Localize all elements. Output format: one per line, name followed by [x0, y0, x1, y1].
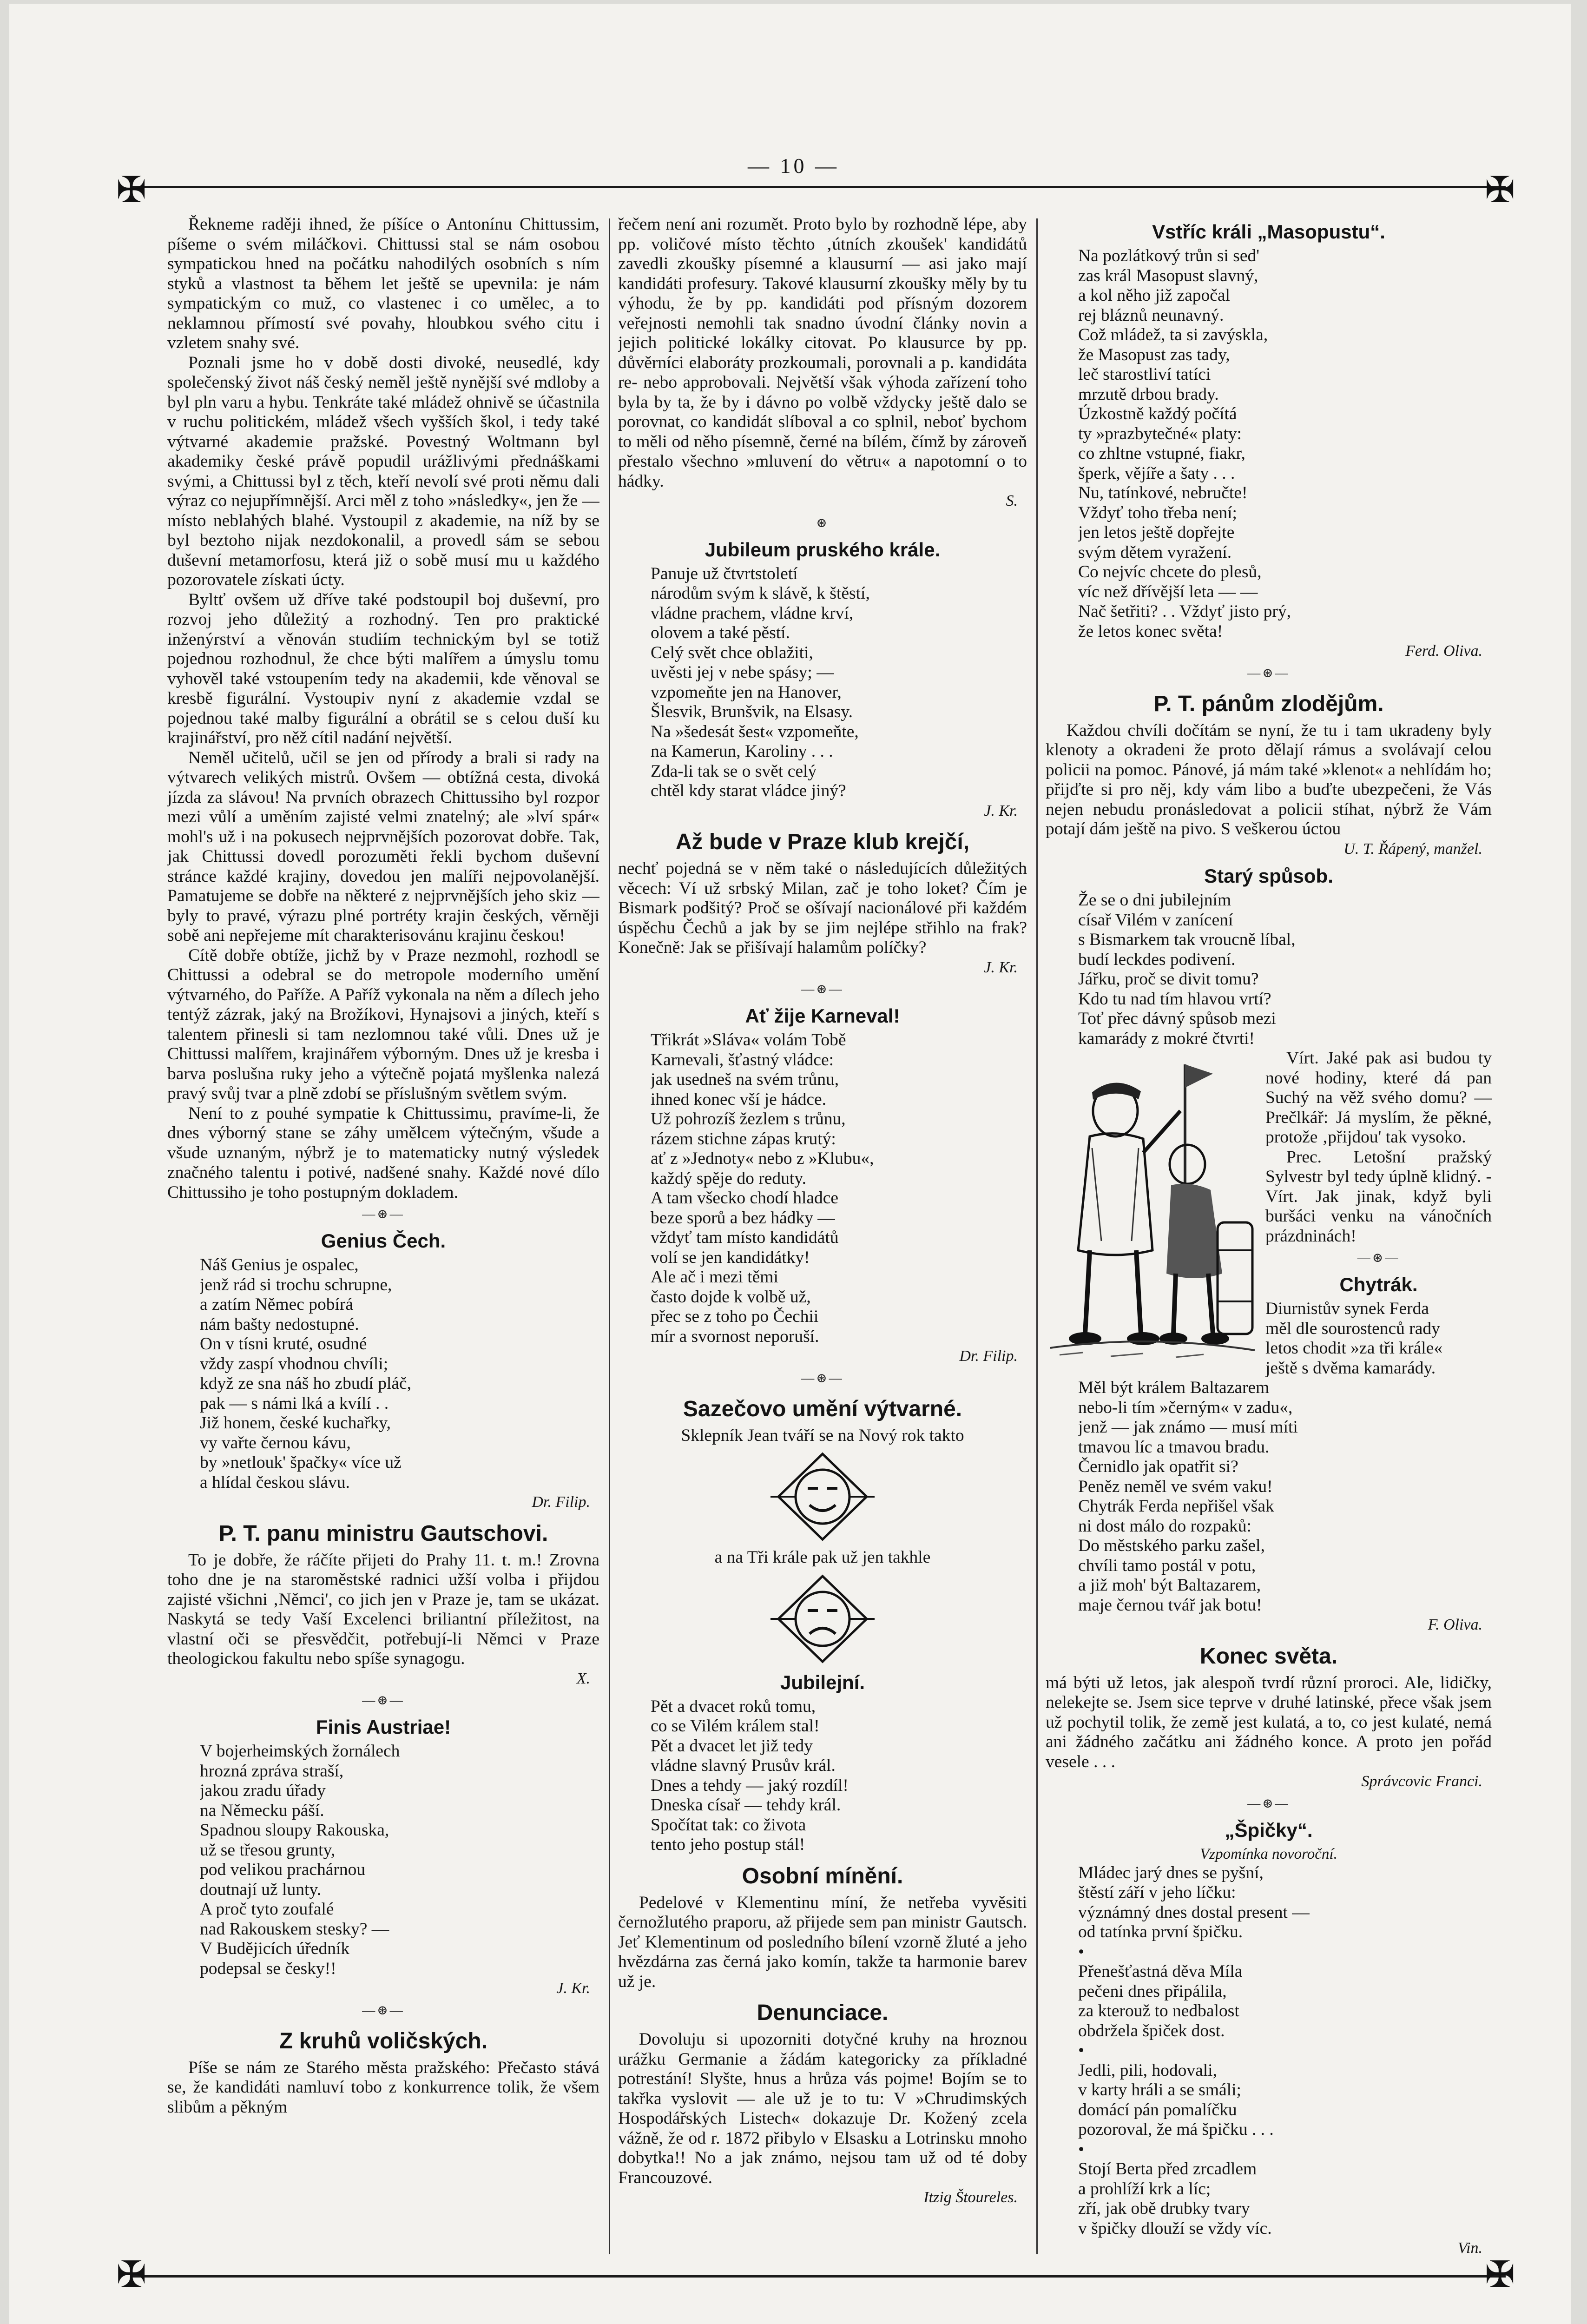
- poem-line: Spočítat tak: co života: [651, 1815, 806, 1835]
- poem-line: jen letos ještě dopřejte: [1078, 523, 1235, 542]
- corner-ornament-icon: ✠: [116, 170, 147, 210]
- poem-line: zří, jak obě drubky tvary: [1078, 2199, 1250, 2218]
- poem-line: Již honem, české kuchařky,: [200, 1413, 391, 1433]
- signature: U. T. Řápený, manžel.: [1343, 840, 1482, 858]
- poem-line: beze sporů a bez hádky —: [651, 1208, 835, 1228]
- poem-line: doutnají už lunty.: [200, 1880, 322, 1899]
- signature: S.: [1006, 492, 1018, 509]
- poem-subtitle: Vzpomínka novoroční.: [1200, 1845, 1337, 1862]
- signature: J. Kr.: [556, 1980, 590, 1997]
- article-title: Konec světa.: [1199, 1644, 1338, 1669]
- article-paragraph: Píše se nám ze Starého města pražského: Přečasto stává se, že kandidáti namluví tobo z konkurrence tolik, že všem slibům a pěkným: [167, 2058, 599, 2117]
- poem-line: tmavou líc a tmavou bradu.: [1078, 1437, 1270, 1457]
- poem-line: pečeni dnes připálila,: [1078, 1981, 1227, 2001]
- poem-line: vládne prachem, vládne krví,: [651, 603, 854, 623]
- article-paragraph: Neměl učitelů, učil se jen od přírody a brali si rady na výtvarech velikých mistrů. Ovšem — obtížná cesta, divoká jízda za slávou! Na prvních obrazech Chittussiho byl rozpor mezi vůlí a uměním zajisté velmi znatelný; ale »lví spár« mohl's už i na pokusech nejprvnějších pozorovat dobře. Tak, jak Chittussi dovedl porozuměti řekli bychom duševní stránce každé krajiny, dovedou jen malíři nejpovolanější. Pamatujeme se dobře na některé z nejprvnějších jeho skiz — byly to pravé, výrazu plné portréty krajin českých, věrněji sobě ani nepřejeme mít charakterisovánu krajinu českou!: [167, 748, 599, 945]
- poem-line: vždyť tam místo kandidátů: [651, 1228, 839, 1247]
- poem-line: Už pohrozíš žezlem s trůnu,: [651, 1109, 846, 1129]
- poem-line: Do městského parku zašel,: [1078, 1536, 1265, 1555]
- column-divider: [1036, 218, 1038, 2254]
- poem-line: Celý svět chce oblažiti,: [651, 643, 813, 662]
- poem-line: vy vařte černou kávu,: [200, 1433, 351, 1452]
- article-paragraph: To je dobře, že ráčíte přijeti do Prahy 11. t. m.! Zrovna toho dne je na staroměstské radnici užší volba i přijdou zajisté všichni ‚Němci', co jich jen v Praze je, tam se ukázat. Naskytá se tedy Vaší Excelenci briliantní příležitost, na vlastní oči se přesvědčit, potřebují-li Němci v Praze theologickou fakultu nebo spíše synagogu.: [167, 1550, 599, 1668]
- article-title: Denunciace.: [757, 2000, 889, 2025]
- poem-line: ni dost málo do rozpaků:: [1078, 1516, 1251, 1536]
- poem-line: jenž — jak známo — musí míti: [1078, 1418, 1298, 1437]
- poem-line: mír a svornost neporuší.: [651, 1327, 819, 1346]
- poem-line: nám bašty nedostupné.: [200, 1314, 359, 1334]
- stanza-bullet: •: [1078, 2139, 1085, 2159]
- poem-line: rej bláznů neunavný.: [1078, 305, 1224, 325]
- poem-line: co zhltne vstupné, fiakr,: [1078, 444, 1245, 463]
- poem-line: Třikrát »Sláva« volám Tobě: [651, 1030, 846, 1050]
- poem-line: zas král Masopust slavný,: [1078, 266, 1258, 285]
- poem-line: Diurnistův synek Ferda: [1265, 1299, 1429, 1318]
- poem-line: přec se z toho po Čechii: [651, 1307, 819, 1326]
- poem-line: uvěsti jej v nebe spásy; —: [651, 663, 834, 682]
- article-title: Až bude v Praze klub krejčí,: [675, 830, 970, 854]
- poem: [618, 564, 1027, 801]
- poem-line: štěstí září v jeho líčku:: [1078, 1883, 1236, 1902]
- poem-line: Kdo tu nad tím hlavou vrtí?: [1078, 989, 1271, 1009]
- separator-ornament-icon: —⊛—: [362, 2003, 405, 2018]
- column-1: [167, 215, 599, 2260]
- poem-line: Na »šedesát šest« vzpomeňte,: [651, 722, 859, 741]
- poem-line: a kol něho již započal: [1078, 286, 1230, 305]
- poem-title: Jubileum pruského krále.: [705, 538, 941, 561]
- cartoon-illustration: [1046, 1055, 1257, 1367]
- poem-line: ještě s dvěma kamarády.: [1265, 1358, 1436, 1378]
- poem: [618, 1697, 1027, 1855]
- poem-line: Pět a dvacet let již tedy: [651, 1736, 813, 1756]
- corner-ornament-icon: ✠: [1485, 2254, 1515, 2295]
- signature: Dr. Filip.: [959, 1347, 1018, 1365]
- column-2: [618, 215, 1027, 2260]
- poem-line: pak — s námi lká a kvílí . .: [200, 1393, 389, 1413]
- poem-line: A proč tyto zoufalé: [200, 1900, 334, 1919]
- poem-line: tento jeho postup stál!: [651, 1835, 805, 1854]
- signature: J. Kr.: [984, 802, 1018, 819]
- poem-line: význámný dnes dostal present —: [1078, 1902, 1310, 1922]
- poem-line: šperk, vějíře a šaty . . .: [1078, 463, 1235, 483]
- typographic-sad-face-icon: [767, 1572, 878, 1665]
- article-title: P. T. panu ministru Gautschovi.: [218, 1521, 548, 1546]
- poem-line: Vždyť toho třeba není;: [1078, 503, 1237, 522]
- article-paragraph: Pedelové v Klementinu míní, že netřeba vyvěsiti černožlutého praporu, až přijede sem pan ministr Gautsch. Jeť Klementinum od posledního bílení vzorně žluté a jeho hvězdárna zas černá jako komín, takže ta harmonie barev už je.: [618, 1893, 1027, 1991]
- poem-line: s Bismarkem tak vroucně líbal,: [1078, 930, 1296, 949]
- poem-line: olovem a také pěstí.: [651, 623, 790, 642]
- poem-line: volí se jen kandidátky!: [651, 1248, 810, 1267]
- separator-ornament-icon: —⊛—: [1247, 1796, 1290, 1811]
- article-title: P. T. pánům zlodějům.: [1153, 691, 1384, 716]
- separator-ornament-icon: —⊛—: [801, 1371, 844, 1386]
- poem-line: Chytrák Ferda nepřišel však: [1078, 1497, 1274, 1516]
- poem-line: svým dětem vyražení.: [1078, 542, 1232, 562]
- signature: X.: [576, 1670, 590, 1687]
- poem-line: letos chodit »za tři krále«: [1265, 1339, 1443, 1358]
- poem-line: Nu, tatínkové, nebručte!: [1078, 483, 1248, 502]
- poem-line: Spadnou sloupy Rakouska,: [200, 1821, 389, 1840]
- signature: Správcovic Franci.: [1361, 1773, 1482, 1790]
- poem-line: rázem stichne zápas krutý:: [651, 1129, 836, 1149]
- poem-line: mrzutě drbou brady.: [1078, 384, 1219, 404]
- article-paragraph: Cítě dobře obtíže, jichž by v Praze nezmohl, rozhodl se Chittussi a odebral se do metropole moderního umění výtvarného, do Paříže. A Paříž vykonala na něm a dílech jeho tentýž zázrak, jaký na Brožíkovi, Hynajsovi a jiných, kteří s talentem přinesli si tam nezlomnou také vůli. Dnes už je Chittussi malířem, krajinářem výborným. Dnes už je kresba i barva poslušna ruky jeho a výtečně pojatá myšlenka nalezá pravý svůj tvar a plně zdobí se příslušným světlem svým.: [167, 945, 599, 1103]
- poem: [167, 1255, 599, 1492]
- stanza-bullet: •: [1078, 1942, 1085, 1961]
- poem-line: Toť přec dávný spůsob mezi: [1078, 1009, 1276, 1028]
- poem-line: Zda-li tak se o svět celý: [651, 761, 817, 781]
- article-paragraph: řečem není ani rozumět. Proto bylo by rozhodně lépe, aby pp. voličové místo těchto ‚útních zkoušek' kandidátů zavedli zkoušky písemné a klausurní — asi jako mají kandidáti profesury. Takové klausurní zkoušky měly by tu výhodu, že by pp. kandidáti pod přísným dozorem veřejnosti nemohli tak snadno úvodní články novin a jejich politické lokálky citovat. Po klausurce by pp. důvěrníci elaboráty prozkoumali, porovnali a p. kandidáta re- nebo approbovali. Největší však výhoda zařízení toho byla by ta, že by i dávno po volbě vždycky ještě dalo se porovnat, co kandidát slíboval a co splnil, neboť bychom to měli od něho písemně, černé na bílém, čímž by zároveň přestalo všechno »mluvení do větru« a napotomní o to hádky.: [618, 215, 1027, 491]
- poem-line: nebo-li tím »černým« v zadu«,: [1078, 1398, 1293, 1417]
- poem-line: Jedli, pili, hodovali,: [1078, 2060, 1217, 2080]
- signature: F. Oliva.: [1428, 1616, 1482, 1633]
- poem-line: Což mládež, ta si zavýskla,: [1078, 325, 1268, 344]
- stanza-bullet: •: [1078, 2041, 1085, 2060]
- poem-line: za kterouž to nedbalost: [1078, 2001, 1239, 2020]
- column-divider: [609, 218, 610, 2254]
- poem-line: Ale ač i mezi těmi: [651, 1268, 778, 1287]
- poem-line: vládne slavný Prusův král.: [651, 1756, 836, 1775]
- poem-line: domácí pán pomalíčku: [1078, 2100, 1237, 2119]
- poem-line: a již moh' být Baltazarem,: [1078, 1576, 1261, 1595]
- poem-line: na Německu páší.: [200, 1801, 324, 1820]
- poem-line: A tam všecko chodí hladce: [651, 1188, 839, 1208]
- article-paragraph: Vírt. Jaké pak asi budou ty nové hodiny, které dá pan Suchý na věž svého domu? — Prečlkář: Já myslím, že pěkné, protože ‚přijdou' tak vysoko.: [1265, 1049, 1492, 1147]
- poem-title: Ať žije Karneval!: [745, 1005, 900, 1027]
- article-paragraph: Byltť ovšem už dříve také podstoupil boj duševní, pro rozvoj jeho důležitý a rozhodný. Ten pro praktické inženýrství a věnován studiím technickým byl se totiž pojednou rozhodnul, že chce býti malířem a úmyslu tomu vyhověl také vstoupením tedy na akademii, kde věnoval se kresbě figurální. Vystoupiv nyní z akademie vzdal se pojednou také malby figurální a obrátil se s celou duší ku krajinářství, pro něž cítil nadání největší.: [167, 590, 599, 747]
- typographic-smiling-face-icon: [767, 1450, 878, 1543]
- text-line: Sklepník Jean tváří se na Nový rok takto: [681, 1426, 964, 1445]
- poem-line: Na pozlátkový trůn si sed': [1078, 246, 1260, 265]
- article-title: Z kruhů voličských.: [279, 2028, 488, 2053]
- poem: [1046, 1863, 1492, 2239]
- signature: J. Kr.: [984, 958, 1018, 976]
- signature: Ferd. Oliva.: [1405, 642, 1482, 660]
- poem-line: a zatím Němec pobírá: [200, 1295, 354, 1314]
- poem-title: „Špičky“.: [1225, 1819, 1313, 1841]
- poem-line: chvíli tamo postál v potu,: [1078, 1556, 1256, 1575]
- poem-line: v karty hráli a se smáli;: [1078, 2080, 1241, 2100]
- poem-line: Že se o dni jubilejním: [1078, 891, 1231, 910]
- poem-line: v špičky dlouží se vždy víc.: [1078, 2218, 1272, 2238]
- poem-line: by »netlouk' špačky« více už: [200, 1453, 402, 1472]
- poem-line: Měl být králem Baltazarem: [1078, 1378, 1270, 1397]
- poem-line: Přenešťastná děva Míla: [1078, 1962, 1243, 1981]
- article-paragraph: Řekneme raději ihned, že píšíce o Antonínu Chittussim, píšeme o svém miláčkovi. Chittussi stal se nám osobou sympatickou hned na počátku nahodilých osobních s ním styků a vlastnost ta během let ještě se upevnila: je nám sympatickým co muž, co vlastenec i co umělec, a to neklamnou přímostí své povahy, hloubkou svého citu i vzletem snahy své.: [167, 215, 599, 352]
- poem-title: Genius Čech.: [321, 1230, 446, 1252]
- separator-ornament-icon: —⊛—: [362, 1207, 405, 1221]
- poem: [167, 1742, 599, 1979]
- poem-line: Co nejvíc chcete do plesů,: [1078, 562, 1262, 581]
- separator-ornament-icon: —⊛—: [801, 982, 844, 997]
- article-title: Sazečovo umění výtvarné.: [683, 1396, 962, 1421]
- poem-line: ať z »Jednoty« nebo z »Klubu«,: [651, 1149, 874, 1168]
- page-number: — 10 —: [748, 154, 839, 178]
- poem-line: když ze sna náš ho zbudí pláč,: [200, 1374, 412, 1393]
- column-3: [1046, 215, 1492, 2260]
- poem-title: Starý spůsob.: [1204, 865, 1333, 887]
- separator-ornament-icon: —⊛—: [1357, 1251, 1400, 1265]
- text-line: a na Tři krále pak už jen takhle: [714, 1548, 931, 1567]
- corner-ornament-icon: ✠: [116, 2254, 147, 2295]
- poem-line: hrozná zpráva straší,: [200, 1761, 344, 1781]
- poem: [1046, 246, 1492, 641]
- poem-title: Vstříc králi „Masopustu“.: [1152, 221, 1385, 243]
- poem-line: často dojde k volbě už,: [651, 1287, 811, 1307]
- poem-line: od tatínka první špičku.: [1078, 1922, 1243, 1941]
- poem-line: ty »prazbytečné« platy:: [1078, 424, 1242, 443]
- poem-line: vzpomeňte jen na Hanover,: [651, 682, 842, 702]
- poem-line: pozoroval, že má špičku . . .: [1078, 2120, 1274, 2139]
- article-paragraph: Každou chvíli dočítám se nyní, že tu i tam ukradeny byly klenoty a okradeni že proto dělají rámus a svolávají celou policii na pomoc. Pánové, já mám také »klenot« a nehlídám ho; přijďte si pro něj, kdy vám libo a buďte ubezpečeni, že Vás nejen nebudu pronásledovat a policii stíhat, nýbrž že Vám potají dám ještě na pivo. S veškerou úctou: [1046, 720, 1492, 838]
- poem-line: a prohlíží krk a líc;: [1078, 2179, 1211, 2199]
- poem-title: Jubilejní.: [780, 1671, 865, 1693]
- poem-line: každý spěje do reduty.: [651, 1169, 806, 1188]
- article-paragraph: nechť pojedná se v něm také o následujících důležitých věcech: Ví už srbský Milan, zač je toho loket? Čím je Bismark podšitý? Proč se ošívají nacionálové při každém úspěchu Čechů a jak by se jim nejlépe střihlo na frak? Konečně: Jak se přišívají halamům políčky?: [618, 859, 1027, 957]
- poem-line: ihned konec vší je hádce.: [651, 1089, 826, 1109]
- article-paragraph: má býti už letos, jak alespoň tvrdí různí proroci. Ale, lidičky, nelekejte se. Jsem sice teprve v druhé latinské, přece však jsem už pochytil tolik, že země jest kulatá, a to, co jest kulaté, nemá ani žádného začátku ani žádného konce. A proto jen pořád vesele . . .: [1046, 1673, 1492, 1771]
- poem-line: jenž rád si trochu schrupne,: [200, 1275, 392, 1294]
- article-paragraph: Dovoluju si upozorniti dotyčné kruhy na hroznou urážku Germanie a žádám kategoricky za příkladné potrestání! Slyšte, hnus a hrůza vás pojme! Bojím se to takřka vyslovit — ale už je to tu: V »Chrudimských Hospodářských Listech« dokazuje Dr. Kožený zcela vážně, že od r. 1872 přibylo v Elsasku a Lotrinsku mnoho dobytka!! No a jak známo, nejsou tam už od té doby Francouzové.: [618, 2030, 1027, 2187]
- poem-line: maje černou tvář jak botu!: [1078, 1595, 1262, 1615]
- poem-line: Panuje už čtvrtstoletí: [651, 564, 798, 583]
- poem-title: Chytrák.: [1339, 1274, 1418, 1295]
- poem-line: pod velikou prachárnou: [200, 1860, 366, 1879]
- poem-line: kamarády z mokré čtvrti!: [1078, 1029, 1255, 1048]
- poem-line: vždy zaspí vhodnou chvíli;: [200, 1354, 389, 1373]
- poem-line: a hlídal českou slávu.: [200, 1472, 350, 1492]
- poem-line: Náš Genius je ospalec,: [200, 1255, 359, 1274]
- poem-line: že letos konec světa!: [1078, 621, 1223, 641]
- poem-line: co se Vilém králem stal!: [651, 1717, 820, 1736]
- article-title: Osobní mínění.: [742, 1863, 903, 1888]
- poem-line: nad Rakouskem stesky? —: [200, 1919, 389, 1939]
- article-paragraph: Není to z pouhé sympatie k Chittussimu, pravíme-li, že dnes výborný stane se záhy umělcem výtečným, všude a všude uznaným, nýbrž je to matematicky nutný výsledek značného talentu i potivé, nadšené snahy. Každé nové dílo Chittussiho je toho postupným dokladem.: [167, 1103, 599, 1202]
- poem-line: V Budějicích úředník: [200, 1939, 350, 1958]
- signature: Dr. Filip.: [532, 1493, 590, 1511]
- poem-line: že Masopust zas tady,: [1078, 345, 1230, 364]
- poem-line: Stojí Berta před zrcadlem: [1078, 2159, 1257, 2179]
- poem-line: víc než dřívější leta — —: [1078, 582, 1258, 601]
- poem-line: V bojerheimských žornálech: [200, 1742, 400, 1761]
- poem-line: už se třesou grunty,: [200, 1840, 336, 1860]
- signature: Vin.: [1457, 2239, 1482, 2257]
- poem-line: Úzkostně každý počítá: [1078, 404, 1237, 423]
- article-paragraph: Poznali jsme ho v době dosti divoké, neusedlé, kdy společenský život náš český neměl ještě nynější své mdloby a byl pln varu a hybu. Tenkráte také mládež ohnivě se účastnila v ruchu politickém, mládež všech vyšších škol, i tedy také výtvarné akademie pražské. Povestný Woltmann byl akademiky české právě popudil urážlivými přednáškami svými, a Chittussi byl z těch, kteří nevolí své proti němu dali výraz co nejupřímnější. Arci měl z toho »následky«, jen že — místo neblahých blahé. Vystoupil z akademie, na níž by se byl beztoho nijak nezdokonalil, a provedl sám se sebou duševní metamorfosu, která již o sobě musí mu u každého pozorovatele získati úcty.: [167, 353, 599, 589]
- poem: [1046, 891, 1492, 1049]
- poem-line: Šlesvik, Brunšvik, na Elsasy.: [651, 702, 853, 721]
- poem-line: Jářku, proč se divit tomu?: [1078, 970, 1259, 989]
- poem-line: na Kamerun, Karoliny . . .: [651, 742, 833, 761]
- corner-ornament-icon: ✠: [1485, 170, 1515, 210]
- poem-line: Peněz neměl ve svém vaku!: [1078, 1477, 1273, 1496]
- poem-line: obdržela špiček dost.: [1078, 2021, 1225, 2040]
- signature: Itzig Štoureles.: [923, 2189, 1018, 2206]
- poem-line: národům svým k slávě, k štěstí,: [651, 584, 870, 603]
- poem-line: Černidlo jak opatřit si?: [1078, 1457, 1238, 1476]
- poem-line: jakou zradu úřady: [200, 1781, 326, 1800]
- poem-line: Dnes a tehdy — jaký rozdíl!: [651, 1776, 849, 1795]
- poem-line: měl dle sourostenců rady: [1265, 1319, 1440, 1338]
- poem: [618, 1030, 1027, 1347]
- poem-line: Mládec jarý dnes se pyšní,: [1078, 1863, 1264, 1882]
- article-paragraph: Prec. Letošní pražský Sylvestr byl tedy úplně klidný. - Vírt. Jak jinak, když byli buršáci venku na vánočních prázdninách!: [1265, 1147, 1492, 1246]
- poem-line: Dneska císař — tehdy král.: [651, 1796, 841, 1815]
- poem-line: chtěl kdy starat vládce jiný?: [651, 781, 846, 800]
- poem-line: On v tísni kruté, osudné: [200, 1334, 367, 1353]
- poem-line: leč starostliví tatíci: [1078, 365, 1211, 384]
- separator-ornament-icon: ⊛: [816, 515, 829, 530]
- separator-ornament-icon: —⊛—: [362, 1693, 405, 1708]
- poem-line: Karnevali, šťastný vládce:: [651, 1050, 834, 1070]
- separator-ornament-icon: —⊛—: [1247, 666, 1290, 680]
- poem-line: podepsal se česky!!: [200, 1959, 336, 1978]
- poem-line: císař Vilém v zanícení: [1078, 910, 1233, 930]
- poem-line: jak usedneš na svém trůnu,: [651, 1070, 839, 1089]
- poem-line: budí leckdes podivení.: [1078, 950, 1236, 969]
- poem-line: Pět a dvacet roků tomu,: [651, 1697, 816, 1716]
- poem-title: Finis Austriae!: [316, 1716, 451, 1738]
- poem-line: Nač šetřiti? . . Vždyť jisto prý,: [1078, 602, 1291, 621]
